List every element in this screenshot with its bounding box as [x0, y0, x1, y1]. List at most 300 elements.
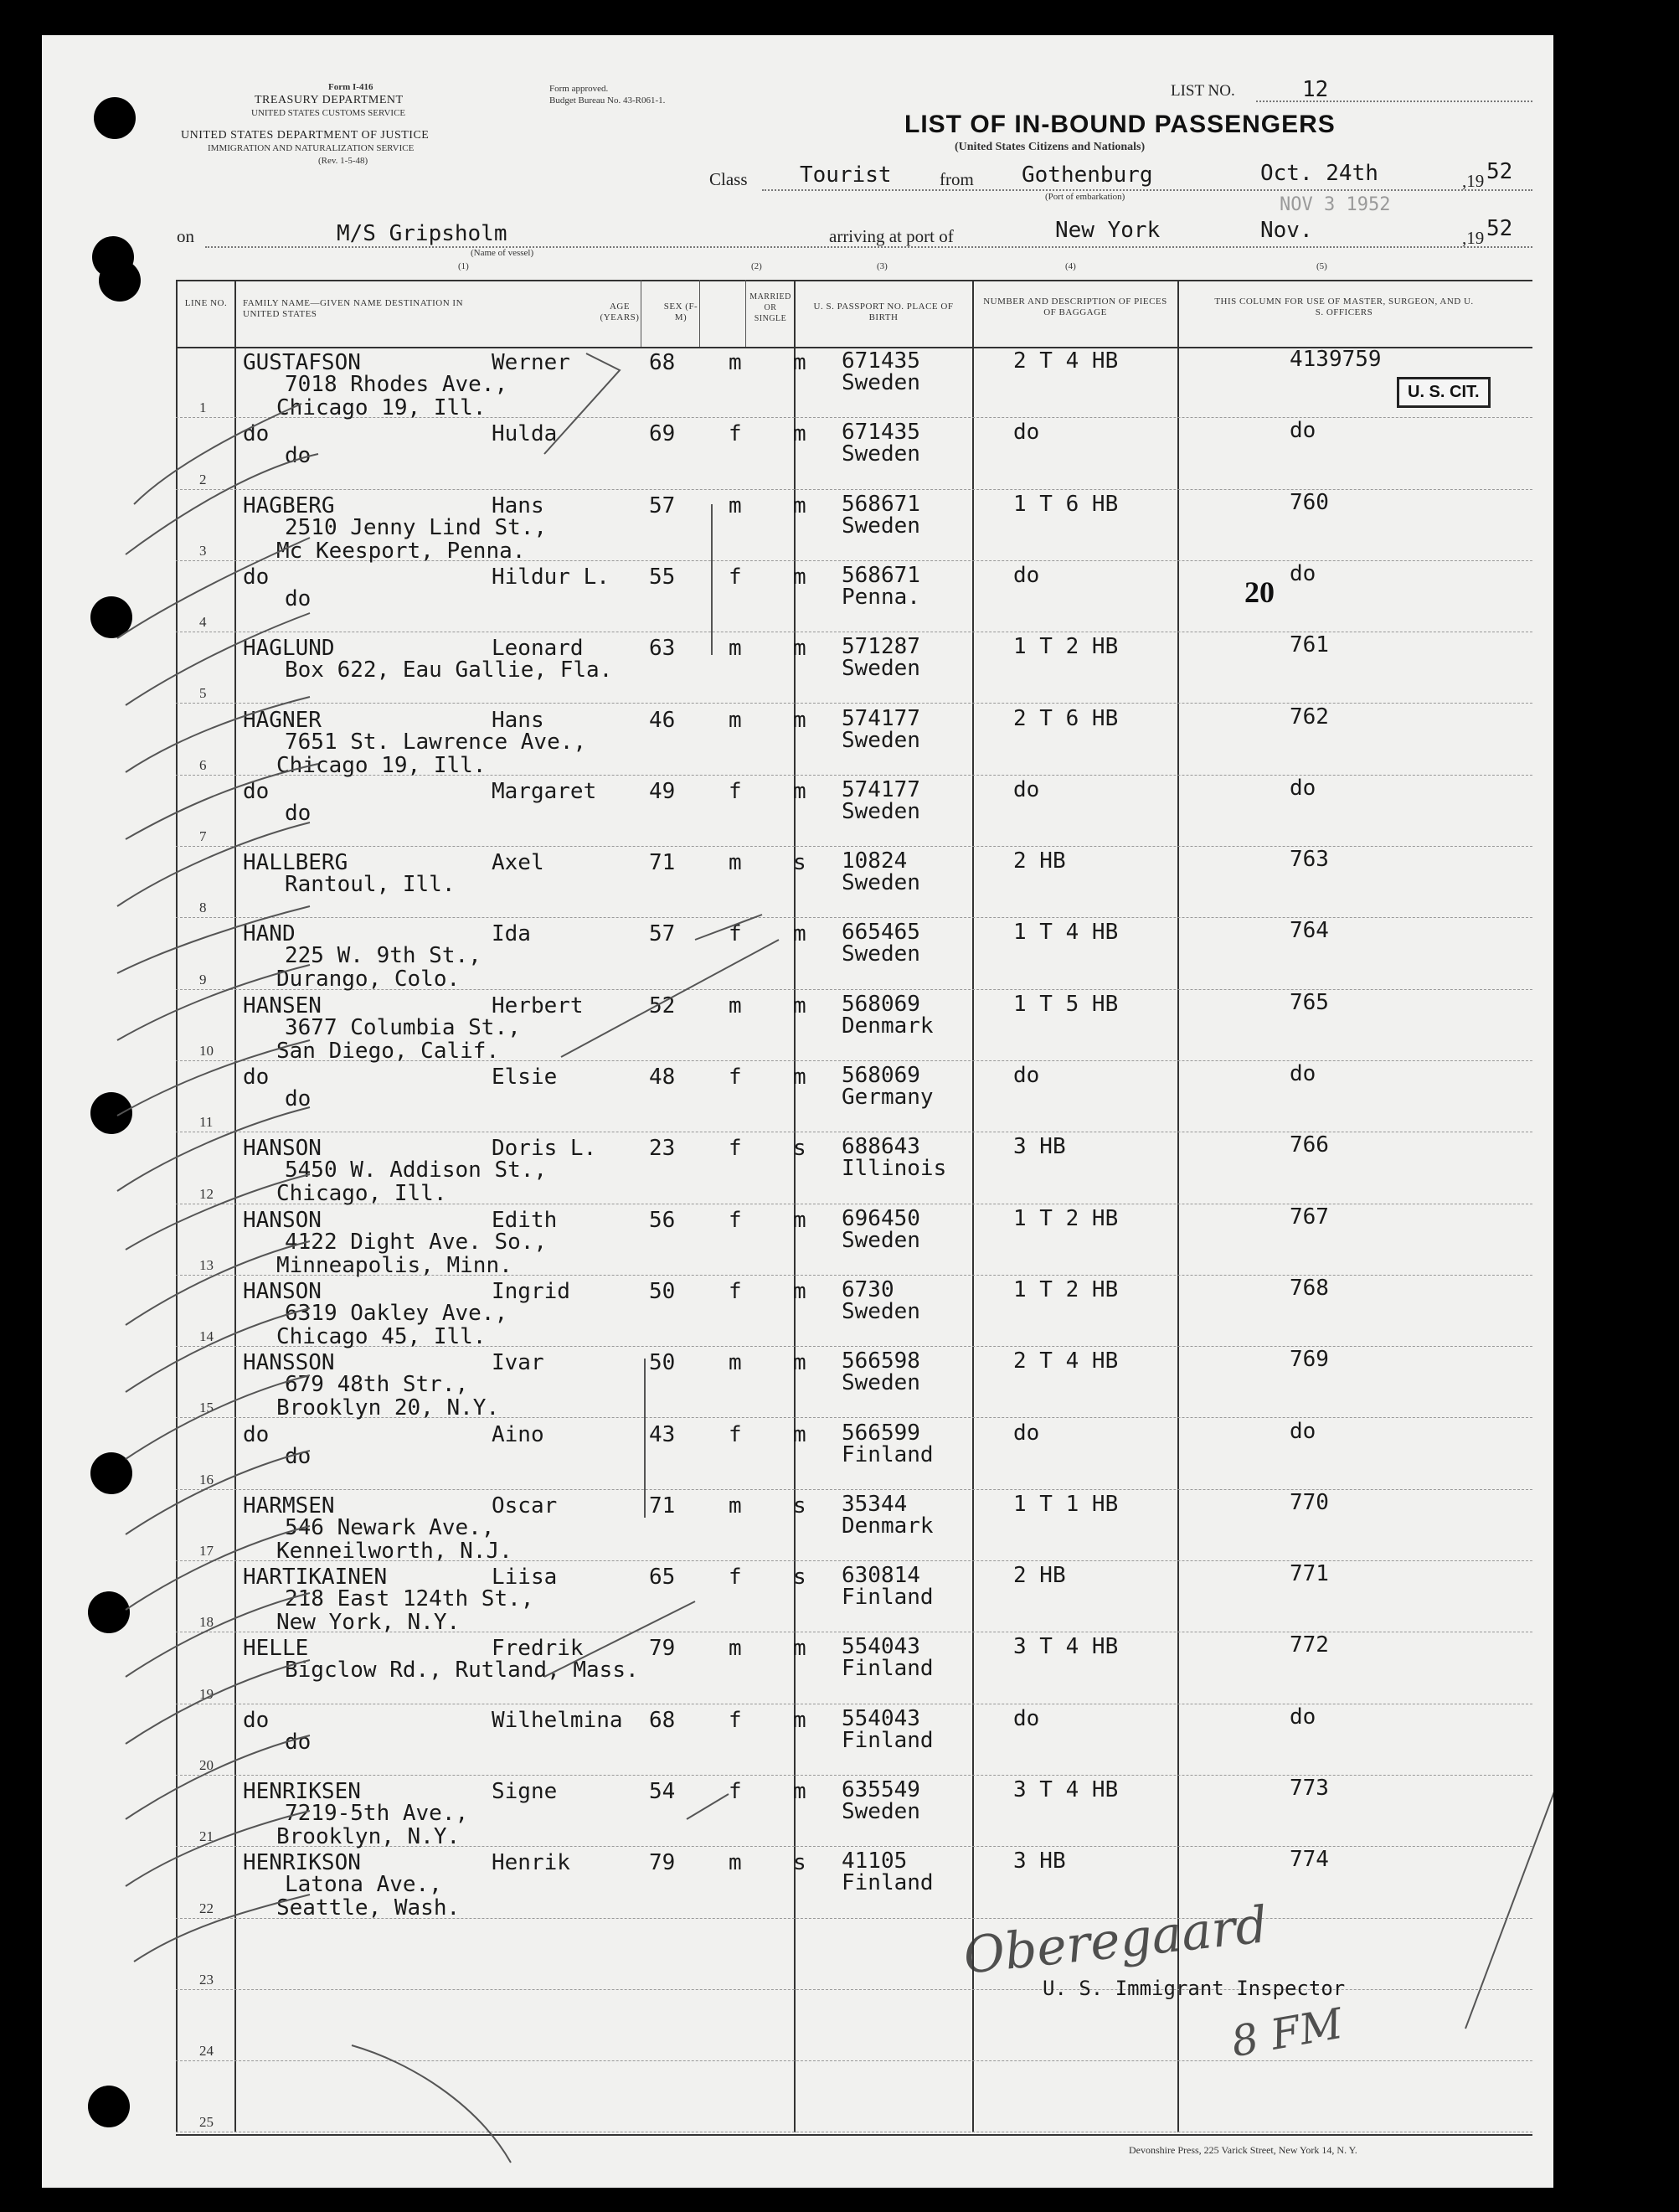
age: 23 [649, 1136, 676, 1162]
passport-number: 6730 [842, 1276, 894, 1302]
address-line-2: Chicago, Ill. [276, 1181, 447, 1207]
passport-number: 671435 [842, 420, 920, 446]
age: 48 [649, 1065, 676, 1090]
sex: f [729, 1136, 742, 1162]
place-of-birth: Sweden [842, 513, 920, 539]
sex: f [729, 1207, 742, 1233]
col-num-3: (3) [877, 261, 888, 271]
officer-note: 762 [1290, 704, 1329, 730]
family-name: HARTIKAINEN [243, 1565, 388, 1591]
passport-number: 688643 [842, 1134, 920, 1160]
place-of-birth: Sweden [842, 370, 920, 395]
sex: f [729, 1421, 742, 1447]
passport-number: 35344 [842, 1491, 908, 1517]
passport-number: 554043 [842, 1705, 920, 1731]
family-name: do [243, 1707, 270, 1733]
address-line-1: Bigclow Rd., Rutland, Mass. [285, 1658, 639, 1683]
sex: f [729, 1065, 742, 1090]
age: 46 [649, 707, 676, 733]
line-number: 5 [199, 685, 207, 702]
officer-note: 763 [1290, 847, 1329, 873]
place-of-birth: Sweden [842, 1370, 920, 1396]
year-prefix-2: ,19 [1462, 228, 1485, 248]
baggage: 2 T 4 HB [1013, 348, 1119, 374]
justice-dept: UNITED STATES DEPARTMENT OF JUSTICE [181, 129, 430, 142]
age: 79 [649, 1636, 676, 1662]
passport-number: 568671 [842, 562, 920, 588]
revision: (Rev. 1-5-48) [318, 156, 368, 166]
address-line-1: do [285, 585, 312, 611]
address-line-1: 4122 Dight Ave. So., [285, 1229, 548, 1255]
place-of-birth: Finland [842, 1870, 934, 1896]
address-line-2: Brooklyn, N.Y. [276, 1824, 461, 1849]
officer-note: 770 [1290, 1489, 1329, 1515]
col-header-age: AGE (YEARS) [600, 302, 640, 322]
given-name: Margaret [492, 778, 597, 804]
baggage: do [1013, 1420, 1040, 1446]
officer-note: do [1290, 1704, 1316, 1730]
given-name: Axel [492, 850, 544, 876]
table-row [42, 1561, 1553, 1636]
initials: 8 FM [1227, 1998, 1347, 2067]
line-number: 12 [199, 1185, 214, 1202]
age: 54 [649, 1779, 676, 1804]
officer-note: 772 [1290, 1632, 1329, 1658]
service: UNITED STATES CUSTOMS SERVICE [251, 108, 406, 118]
family-name: HANSON [243, 1278, 322, 1304]
age: 63 [649, 636, 676, 662]
baggage: 3 T 4 HB [1013, 1777, 1119, 1802]
family-name: HARMSEN [243, 1493, 335, 1518]
officer-note: 766 [1290, 1132, 1329, 1158]
given-name: Ida [492, 921, 531, 947]
col-num-5: (5) [1316, 261, 1327, 271]
address-line-2: Minneapolis, Minn. [276, 1252, 512, 1278]
address-line-2: Brooklyn 20, N.Y. [276, 1395, 500, 1421]
address-line-1: Latona Ave., [285, 1872, 442, 1898]
baggage: 1 T 2 HB [1013, 634, 1119, 660]
col-header-married: MARRIED OR SINGLE [749, 292, 791, 323]
table-row [42, 1419, 1553, 1490]
age: 79 [649, 1850, 676, 1876]
sex: f [729, 778, 742, 804]
given-name: Edith [492, 1207, 558, 1233]
signature: Oberegaard [961, 1895, 1271, 1986]
age: 57 [649, 492, 676, 518]
given-name: Ingrid [492, 1278, 570, 1304]
sex: m [729, 850, 742, 876]
place-of-birth: Sweden [842, 870, 920, 896]
place-of-birth: Sweden [842, 656, 920, 682]
passport-number: 574177 [842, 776, 920, 802]
marital-status: m [793, 778, 806, 804]
passport-number: 630814 [842, 1563, 920, 1589]
officer-note: 760 [1290, 489, 1329, 515]
from-value: Gothenburg [1022, 162, 1153, 188]
table-row [42, 2061, 1553, 2132]
vessel-name: M/S Gripsholm [337, 221, 507, 246]
baggage: 1 T 1 HB [1013, 1491, 1119, 1517]
year-1: 52 [1486, 159, 1513, 184]
age: 68 [649, 350, 676, 375]
baggage: 2 T 4 HB [1013, 1348, 1119, 1374]
year-prefix-1: ,19 [1462, 171, 1485, 191]
sex: f [729, 1779, 742, 1804]
marital-status: m [793, 1636, 806, 1662]
given-name: Elsie [492, 1065, 558, 1090]
inspector-label: U. S. Immigrant Inspector [1043, 1977, 1346, 2000]
sex: m [729, 1493, 742, 1518]
baggage: do [1013, 420, 1040, 446]
sex: f [729, 421, 742, 447]
place-of-birth: Sweden [842, 1227, 920, 1253]
class-value: Tourist [800, 162, 892, 188]
col-header-name: FAMILY NAME—GIVEN NAME DESTINATION IN UNITED STATES [243, 298, 464, 319]
marital-status: s [793, 850, 806, 876]
given-name: Aino [492, 1421, 544, 1447]
baggage: 3 HB [1013, 1848, 1066, 1874]
table-row [42, 1276, 1553, 1347]
marital-status: s [793, 1136, 806, 1162]
baggage: 3 T 4 HB [1013, 1634, 1119, 1660]
age: 55 [649, 564, 676, 590]
line-number: 21 [199, 1828, 214, 1845]
address-line-2: Seattle, Wash. [276, 1895, 461, 1921]
col-header-baggage: NUMBER AND DESCRIPTION OF PIECES OF BAGGAGE [983, 296, 1167, 317]
passport-number: 635549 [842, 1777, 920, 1802]
place-of-birth: Sweden [842, 441, 920, 467]
line-number: 11 [199, 1114, 214, 1131]
family-name: do [243, 1421, 270, 1447]
family-name: do [243, 564, 270, 590]
passport-number: 568069 [842, 991, 920, 1017]
table-row [42, 561, 1553, 632]
age: 71 [649, 850, 676, 876]
address-line-2: Kenneilworth, N.J. [276, 1538, 512, 1564]
marital-status: m [793, 1065, 806, 1090]
table-row [42, 704, 1553, 776]
place-of-birth: Finland [842, 1585, 934, 1611]
line-number: 14 [199, 1328, 214, 1345]
marital-status: m [793, 1707, 806, 1733]
received-stamp: NOV 3 1952 [1280, 194, 1391, 215]
age: 68 [649, 1707, 676, 1733]
age: 49 [649, 778, 676, 804]
passport-number: 568671 [842, 491, 920, 517]
sex: f [729, 1565, 742, 1591]
place-of-birth: Finland [842, 1656, 934, 1682]
sex: m [729, 350, 742, 375]
marital-status: s [793, 1565, 806, 1591]
baggage: 1 T 2 HB [1013, 1276, 1119, 1302]
address-line-1: 6319 Oakley Ave., [285, 1300, 508, 1326]
baggage: 2 HB [1013, 848, 1066, 874]
officer-note: do [1290, 1418, 1316, 1444]
address-line-2: Mc Keesport, Penna. [276, 538, 526, 564]
table-row [42, 1704, 1553, 1776]
marital-status: m [793, 1350, 806, 1376]
address-line-1: Rantoul, Ill. [285, 872, 456, 898]
marital-status: m [793, 421, 806, 447]
line-number: 19 [199, 1685, 214, 1702]
class-line [762, 189, 1532, 191]
baggage: do [1013, 562, 1040, 588]
line-number: 4 [199, 614, 207, 631]
family-name: HAGNER [243, 707, 322, 733]
family-name: HALLBERG [243, 850, 348, 876]
passport-number: 566598 [842, 1348, 920, 1374]
family-name: HELLE [243, 1636, 309, 1662]
family-name: GUSTAFSON [243, 350, 361, 375]
address-line-1: 2510 Jenny Lind St., [285, 514, 548, 540]
officer-note: 768 [1290, 1275, 1329, 1301]
address-line-1: 679 48th Str., [285, 1372, 469, 1398]
age: 69 [649, 421, 676, 447]
department: TREASURY DEPARTMENT [255, 94, 404, 106]
marital-status: m [793, 636, 806, 662]
bold-mark: 20 [1244, 575, 1275, 609]
table-row [42, 418, 1553, 489]
passport-number: 568069 [842, 1063, 920, 1088]
sex: m [729, 636, 742, 662]
marital-status: m [793, 350, 806, 375]
place-of-birth: Sweden [842, 1799, 920, 1824]
marital-status: m [793, 707, 806, 733]
passport-number: 41105 [842, 1848, 908, 1874]
line-number: 18 [199, 1614, 214, 1631]
line-number: 3 [199, 542, 207, 559]
ins: IMMIGRATION AND NATURALIZATION SERVICE [208, 143, 415, 153]
marital-status: s [793, 1850, 806, 1876]
marital-status: m [793, 492, 806, 518]
address-line-1: 7219-5th Ave., [285, 1801, 469, 1826]
given-name: Werner [492, 350, 570, 375]
given-name: Leonard [492, 636, 584, 662]
col-header-line: LINE NO. [184, 298, 228, 308]
place-of-birth: Sweden [842, 941, 920, 967]
table-row [42, 1061, 1553, 1132]
passport-number: 10824 [842, 848, 908, 874]
address-line-1: 7651 St. Lawrence Ave., [285, 729, 587, 755]
line-number: 7 [199, 828, 207, 845]
given-name: Doris L. [492, 1136, 597, 1162]
place-of-birth: Sweden [842, 1298, 920, 1324]
from-label: from [940, 169, 974, 189]
family-name: do [243, 778, 270, 804]
sex: f [729, 564, 742, 590]
passport-number: 671435 [842, 348, 920, 374]
line-number: 24 [199, 2043, 214, 2060]
address-line-2: Chicago 19, Ill. [276, 395, 487, 420]
table-row [42, 847, 1553, 918]
age: 50 [649, 1350, 676, 1376]
address-line-2: New York, N.Y. [276, 1610, 461, 1636]
family-name: HANSSON [243, 1350, 335, 1376]
address-line-1: do [285, 800, 312, 826]
given-name: Fredrik [492, 1636, 584, 1662]
place-of-birth: Penna. [842, 584, 920, 610]
line-number: 15 [199, 1400, 214, 1416]
page-title: LIST OF IN-BOUND PASSENGERS [904, 111, 1336, 138]
family-name: HAGBERG [243, 492, 335, 518]
table-row [42, 489, 1553, 564]
marital-status: m [793, 564, 806, 590]
table-row [42, 632, 1553, 704]
family-name: HANSON [243, 1207, 322, 1233]
address-line-2: San Diego, Calif. [276, 1038, 500, 1064]
address-line-1: 546 Newark Ave., [285, 1514, 495, 1540]
table-row [42, 1132, 1553, 1207]
place-of-birth: Sweden [842, 798, 920, 824]
address-line-1: do [285, 443, 312, 469]
port-note: (Port of embarkation) [1045, 192, 1125, 202]
list-no-line [1256, 101, 1532, 102]
col-num-1: (1) [458, 261, 469, 271]
departure-date: Oct. 24th [1260, 161, 1378, 186]
family-name: HANSEN [243, 993, 322, 1018]
place-of-birth: Sweden [842, 727, 920, 753]
place-of-birth: Denmark [842, 1513, 934, 1539]
budget-bureau: Budget Bureau No. 43-R061-1. [549, 95, 666, 106]
officer-note: 4139759 [1290, 347, 1382, 372]
baggage: do [1013, 1705, 1040, 1731]
address-line-1: do [285, 1729, 312, 1755]
passport-number: 566599 [842, 1420, 920, 1446]
officer-note: do [1290, 560, 1316, 586]
col-num-2: (2) [751, 261, 762, 271]
officer-note: do [1290, 418, 1316, 444]
marital-status: m [793, 1779, 806, 1804]
officer-note: do [1290, 775, 1316, 801]
punch-hole [94, 97, 136, 139]
address-line-1: 225 W. 9th St., [285, 943, 482, 969]
family-name: HANSON [243, 1136, 322, 1162]
baggage: 2 HB [1013, 1563, 1066, 1589]
given-name: Ivar [492, 1350, 544, 1376]
table-row [42, 1347, 1553, 1421]
marital-status: m [793, 1278, 806, 1304]
col-header-passport: U. S. PASSPORT NO. PLACE OF BIRTH [813, 302, 954, 322]
age: 50 [649, 1278, 676, 1304]
baggage: 1 T 2 HB [1013, 1205, 1119, 1231]
family-name: do [243, 421, 270, 447]
family-name: HENRIKSEN [243, 1779, 361, 1804]
sex: m [729, 1350, 742, 1376]
punch-hole [99, 260, 141, 302]
line-number: 25 [199, 2114, 214, 2131]
baggage: 1 T 5 HB [1013, 991, 1119, 1017]
given-name: Liisa [492, 1565, 558, 1591]
table-row [42, 918, 1553, 993]
age: 71 [649, 1493, 676, 1518]
place-of-birth: Illinois [842, 1156, 947, 1182]
address-line-1: do [285, 1443, 312, 1469]
line-number: 6 [199, 756, 207, 773]
line-number: 8 [199, 900, 207, 916]
officer-note: 769 [1290, 1347, 1329, 1373]
line-number: 20 [199, 1756, 214, 1773]
baggage: do [1013, 1063, 1040, 1088]
marital-status: m [793, 993, 806, 1018]
family-name: HENRIKSON [243, 1850, 361, 1876]
family-name: HAGLUND [243, 636, 335, 662]
form-id: Form I-416 [328, 82, 373, 92]
officer-note: 771 [1290, 1561, 1329, 1587]
officer-note: 764 [1290, 918, 1329, 944]
line-number: 10 [199, 1042, 214, 1059]
table-row [42, 1632, 1553, 1704]
address-line-2: Durango, Colo. [276, 967, 461, 993]
age: 65 [649, 1565, 676, 1591]
place-of-birth: Finland [842, 1441, 934, 1467]
arrival-month: Nov. [1260, 218, 1313, 243]
vessel-note: (Name of vessel) [471, 248, 534, 258]
officer-note: 761 [1290, 632, 1329, 658]
officer-note: 767 [1290, 1204, 1329, 1230]
given-name: Hans [492, 707, 544, 733]
sex: m [729, 993, 742, 1018]
given-name: Herbert [492, 993, 584, 1018]
address-line-1: 3677 Columbia St., [285, 1014, 521, 1040]
age: 56 [649, 1207, 676, 1233]
marital-status: m [793, 1421, 806, 1447]
line-number: 13 [199, 1256, 214, 1273]
address-line-2: Chicago 19, Ill. [276, 752, 487, 778]
family-name: do [243, 1065, 270, 1090]
officer-note: 765 [1290, 989, 1329, 1015]
page-subtitle: (United States Citizens and Nationals) [955, 141, 1146, 153]
on-label: on [177, 226, 194, 246]
given-name: Oscar [492, 1493, 558, 1518]
given-name: Wilhelmina [492, 1707, 623, 1733]
baggage: 1 T 4 HB [1013, 920, 1119, 946]
officer-note: 773 [1290, 1776, 1329, 1801]
line-number: 9 [199, 971, 207, 987]
table-row [42, 776, 1553, 847]
passport-number: 696450 [842, 1205, 920, 1231]
col-rule [745, 280, 746, 347]
year-2: 52 [1486, 216, 1513, 241]
table-row [42, 1847, 1553, 1921]
marital-status: s [793, 1493, 806, 1518]
officer-note: do [1290, 1061, 1316, 1086]
given-name: Signe [492, 1779, 558, 1804]
line-number: 16 [199, 1471, 214, 1488]
sex: f [729, 1278, 742, 1304]
sex: m [729, 492, 742, 518]
baggage: 1 T 6 HB [1013, 491, 1119, 517]
given-name: Hulda [492, 421, 558, 447]
passport-number: 571287 [842, 634, 920, 660]
class-label: Class [709, 169, 748, 189]
table-row [42, 989, 1553, 1064]
sex: m [729, 1850, 742, 1876]
marital-status: m [793, 1207, 806, 1233]
marital-status: m [793, 921, 806, 947]
sex: m [729, 707, 742, 733]
family-name: HAND [243, 921, 296, 947]
line-number: 23 [199, 1971, 214, 1988]
place-of-birth: Finland [842, 1727, 934, 1753]
line-number: 17 [199, 1543, 214, 1560]
arriving-label: arriving at port of [829, 226, 954, 246]
line-number: 22 [199, 1900, 214, 1916]
address-line-1: Box 622, Eau Gallie, Fla. [285, 657, 613, 683]
officer-note: 774 [1290, 1847, 1329, 1873]
baggage: do [1013, 776, 1040, 802]
line-number: 1 [199, 400, 207, 416]
sex: m [729, 1636, 742, 1662]
